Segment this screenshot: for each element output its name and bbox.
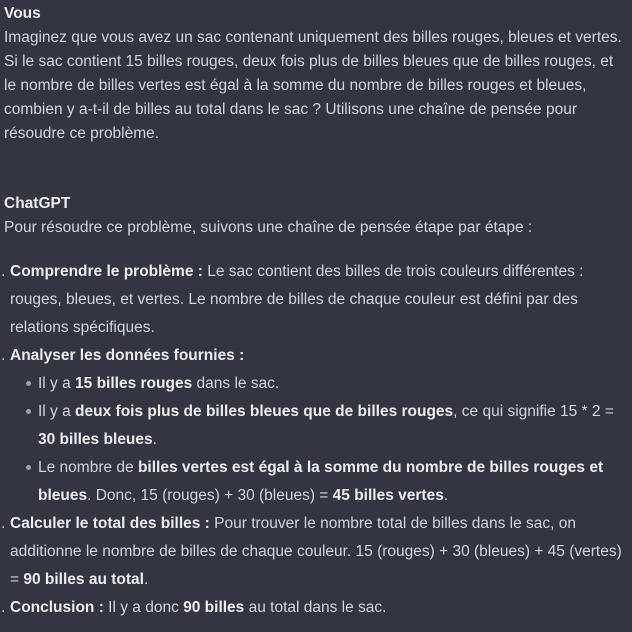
bullet-blue-pre: Il y a (38, 403, 76, 420)
bullet-green-mid: . Donc, 15 (rouges) + 30 (bleues) = (87, 487, 333, 504)
step-conclusion-pre: Il y a donc (103, 599, 184, 616)
bullet-blue (32, 398, 626, 454)
step-total-title: Calculer le total des billes : (10, 515, 210, 532)
bullet-red-pre: Il y a (38, 375, 76, 392)
assistant-author-name: ChatGPT (4, 195, 71, 212)
user-message (4, 2, 626, 146)
steps-list (4, 258, 626, 622)
step-analyze (4, 342, 626, 510)
bullet-green-post: . (443, 487, 449, 504)
user-author-name: Vous (4, 5, 41, 22)
bullet-blue-bold2: 30 billes bleues (38, 431, 153, 448)
step-understand-title: Comprendre le problème : (10, 263, 203, 280)
step-total-bold: 90 billes au total (23, 571, 144, 588)
user-message-body: Imaginez que vous avez un sac contenant uniquement des billes rouges, bleues et vertes. Si le sac contient 15 billes rouges, deux fois plus de billes bleues que de billes rouges, et le nombre de billes vertes est égal à la somme du nombre de billes rouges et bleues, combien y a-t-il de billes au total dans le sac ? Utilisons une chaîne de pensée pour résoudre ce problème. (4, 29, 622, 142)
step-analyze-title: Analyser les données fournies : (10, 347, 245, 364)
step-total-post: . (143, 571, 149, 588)
step-conclusion-post: au total dans le sac. (244, 599, 387, 616)
assistant-message (4, 192, 626, 622)
bullet-green-bold1: billes vertes est égal à la somme du nombre de billes rouges et bleues (38, 459, 604, 504)
analyze-bullets (10, 370, 626, 510)
step-conclusion (4, 594, 626, 622)
bullet-green-pre: Le nombre de (38, 459, 138, 476)
step-total-text: Pour trouver le nombre total de billes dans le sac, on additionne le nombre de billes de chaque couleur. 15 (rouges) + 30 (bleues) + 45 (vertes) = (10, 515, 622, 588)
assistant-intro: Pour résoudre ce problème, suivons une chaîne de pensée étape par étape : (4, 219, 533, 236)
bullet-blue-post: . (152, 431, 157, 448)
bullet-red-bold: 15 billes rouges (75, 375, 193, 392)
assistant-message-text (4, 216, 626, 622)
step-total (4, 510, 626, 594)
step-conclusion-bold: 90 billes (183, 599, 245, 616)
bullet-blue-bold1: deux fois plus de billes bleues que de billes rouges (75, 403, 454, 420)
bullet-red-post: dans le sac. (192, 375, 280, 392)
bullet-red (32, 370, 626, 398)
bullet-green (32, 454, 626, 510)
step-understand (4, 258, 626, 342)
step-conclusion-title: Conclusion : (10, 599, 104, 616)
user-message-text (4, 26, 626, 146)
bullet-blue-mid: , ce qui signifie 15 * 2 = (453, 403, 614, 420)
bullet-green-bold2: 45 billes vertes (332, 487, 444, 504)
step-understand-text: Le sac contient des billes de trois couleurs différentes : rouges, bleues, et vertes. Le nombre de billes de chaque couleur est défini par des relations spécifiques. (10, 263, 584, 336)
